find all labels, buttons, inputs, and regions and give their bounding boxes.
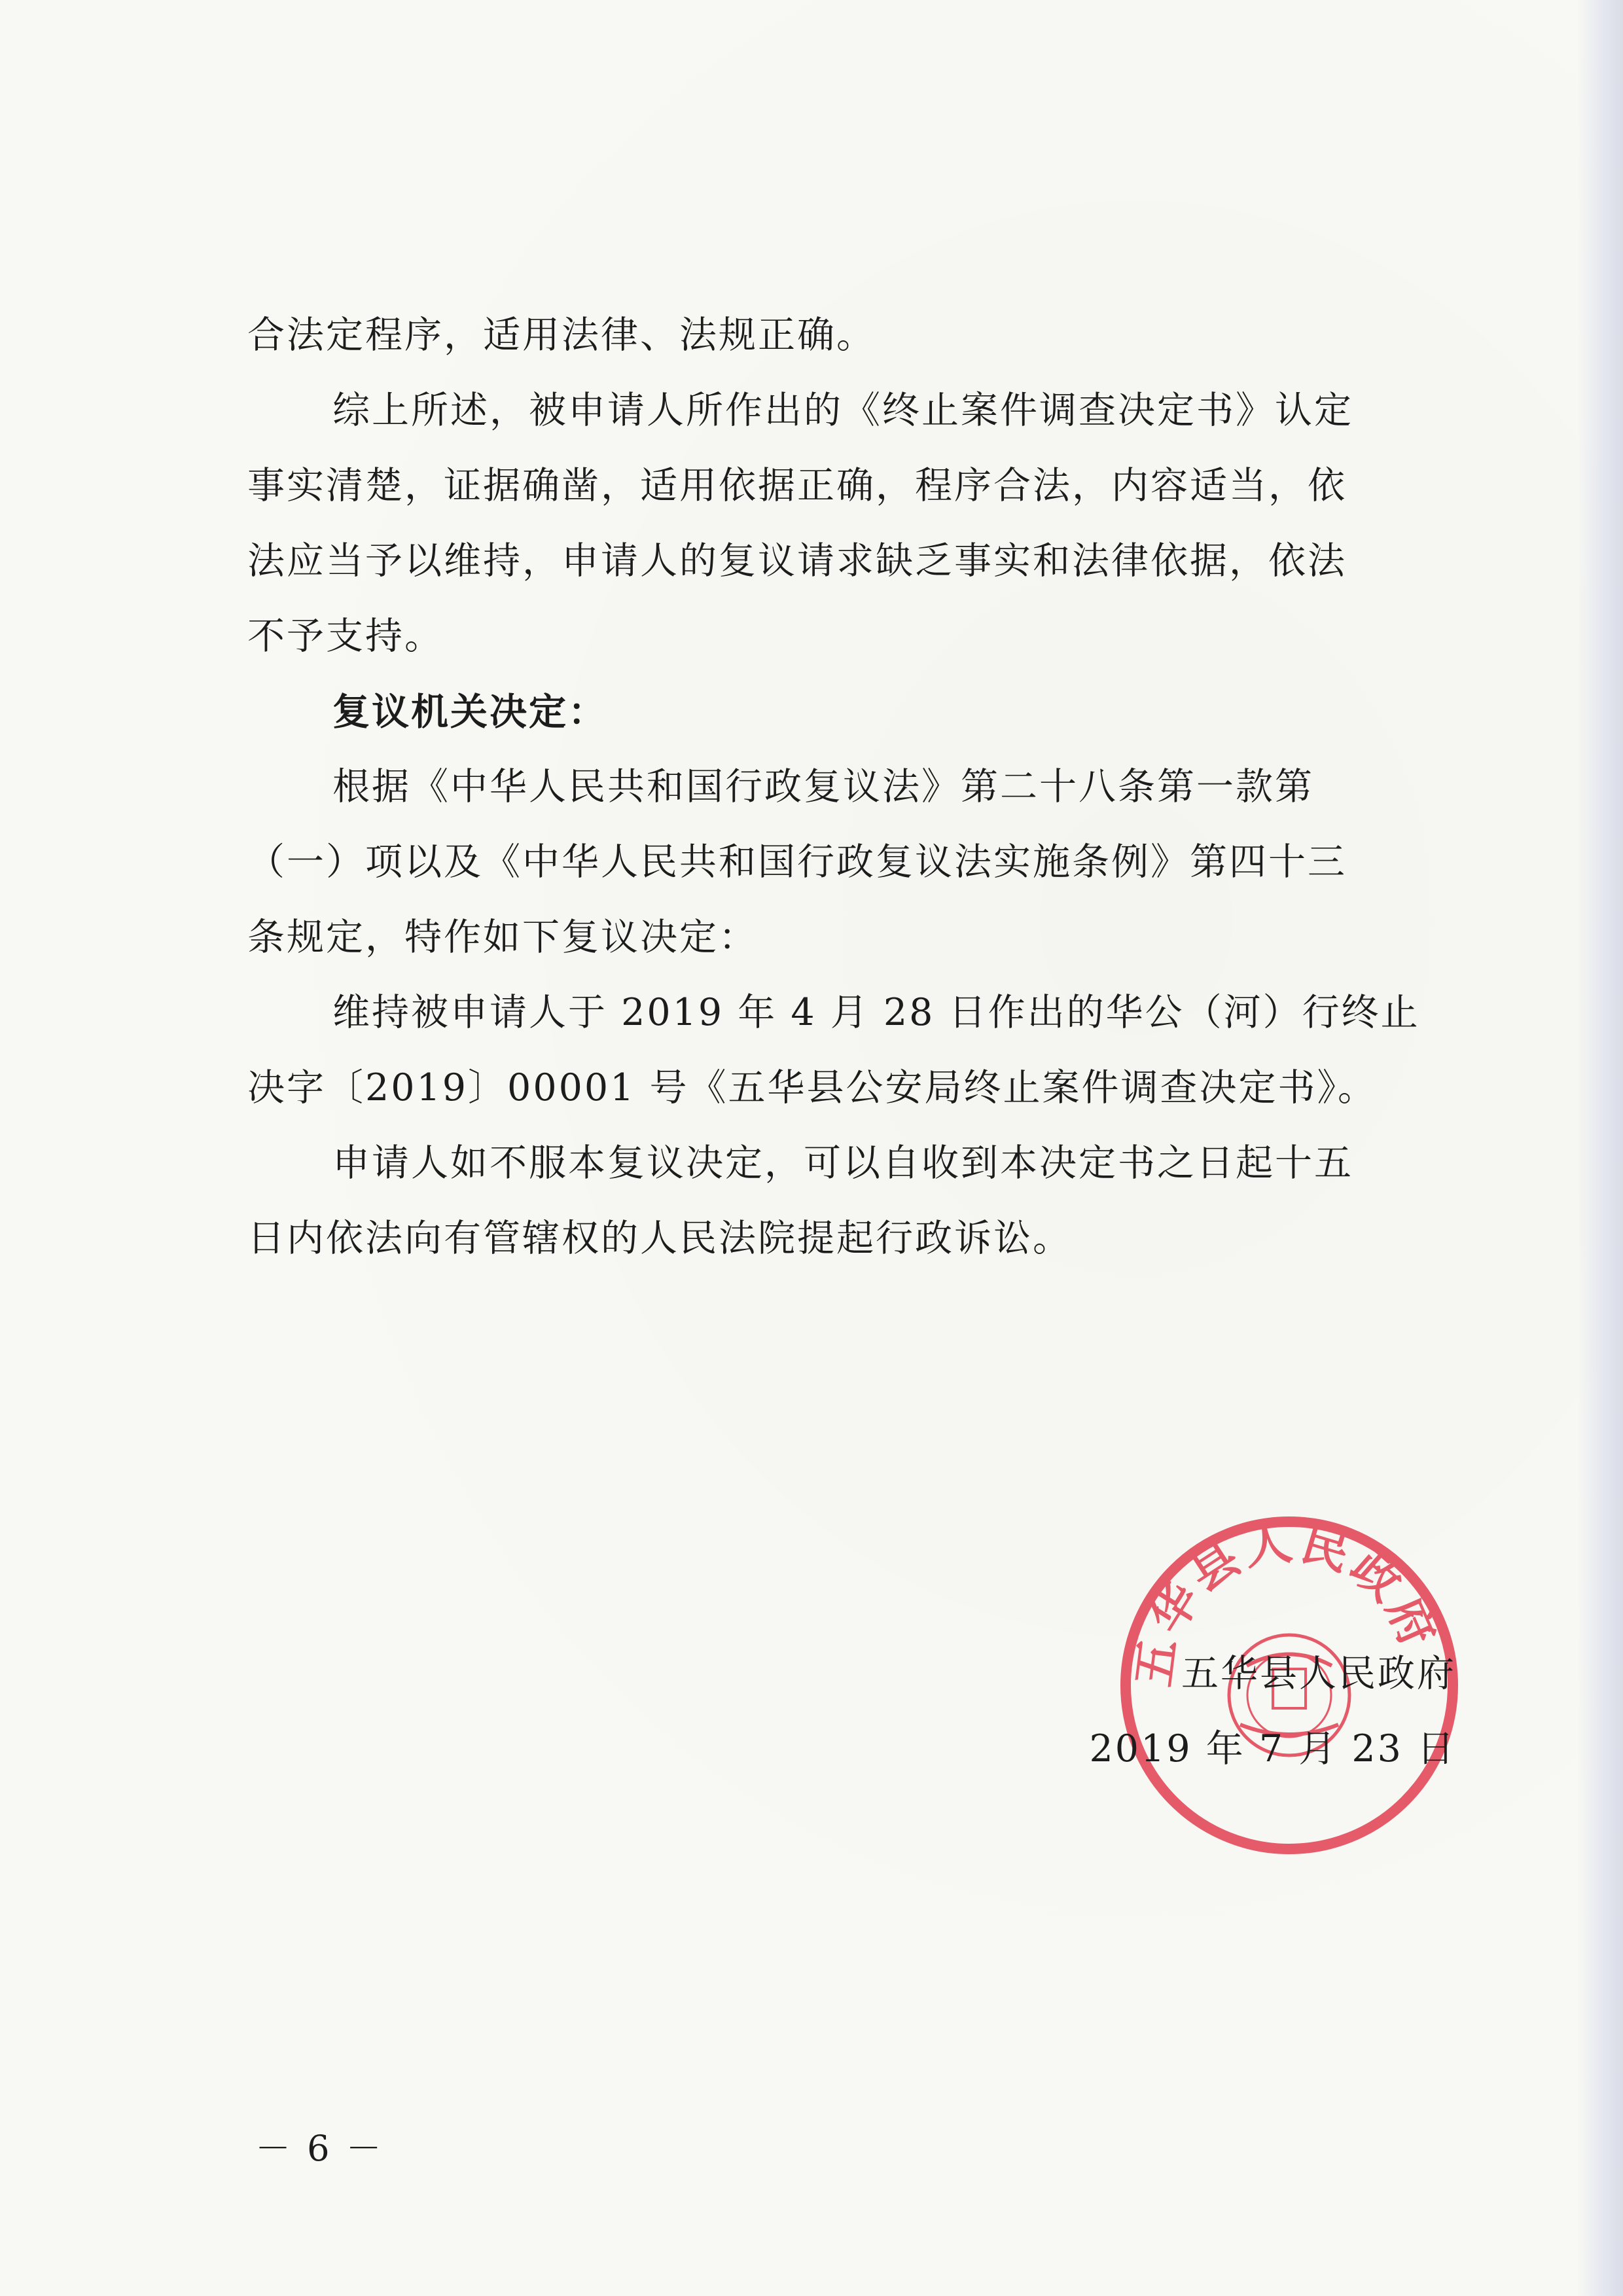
body-line: 日内依法向有管辖权的人民法院提起行政诉讼。 xyxy=(247,1217,1072,1260)
issue-date: 2019 年 7 月 23 日 xyxy=(1089,1727,1456,1770)
body-line: 综上所述，被申请人所作出的《终止案件调查决定书》认定 xyxy=(332,389,1353,432)
svg-text:五华县人民政府: 五华县人民政府 xyxy=(1125,1513,1448,1690)
body-line: （一）项以及《中华人民共和国行政复议法实施条例》第四十三 xyxy=(247,840,1347,884)
body-line: 事实清楚，证据确凿，适用依据正确，程序合法，内容适当，依 xyxy=(247,464,1347,507)
body-line: 条规定，特作如下复议决定： xyxy=(247,916,758,959)
body-line: 合法定程序，适用法律、法规正确。 xyxy=(247,314,876,357)
decision-heading: 复议机关决定： xyxy=(332,690,607,734)
body-line: 法应当予以维持，申请人的复议请求缺乏事实和法律依据，依法 xyxy=(247,539,1347,583)
scan-edge-shadow xyxy=(1577,0,1623,2296)
body-line: 根据《中华人民共和国行政复议法》第二十八条第一款第 xyxy=(332,765,1314,808)
body-line: 申请人如不服本复议决定，可以自收到本决定书之日起十五 xyxy=(332,1141,1353,1185)
body-line: 维持被申请人于 2019 年 4 月 28 日作出的华公（河）行终止 xyxy=(332,991,1420,1034)
signature-block xyxy=(1090,1636,1456,1787)
page-number: － 6 － xyxy=(255,2128,384,2169)
body-line: 决字〔2019〕00001 号《五华县公安局终止案件调查决定书》。 xyxy=(247,1066,1378,1109)
issuing-authority: 五华县人民政府 xyxy=(1181,1652,1456,1695)
body-line: 不予支持。 xyxy=(247,615,444,658)
document-body xyxy=(247,298,1438,1276)
